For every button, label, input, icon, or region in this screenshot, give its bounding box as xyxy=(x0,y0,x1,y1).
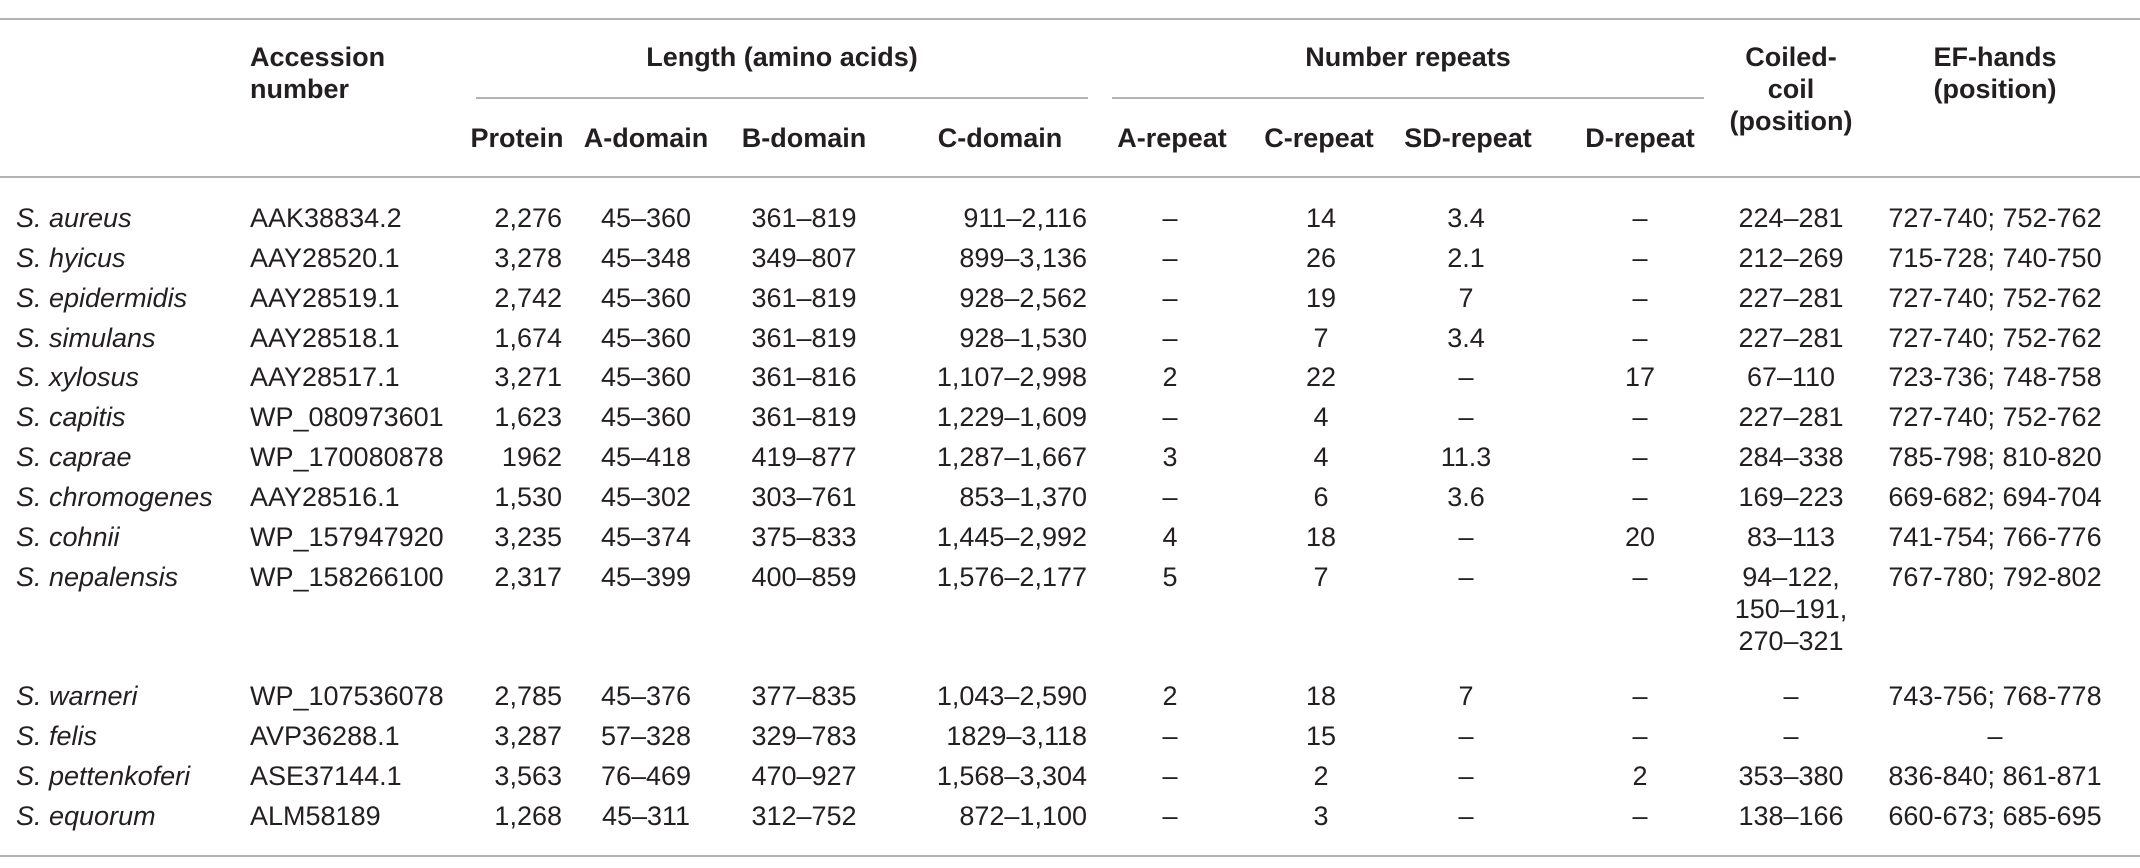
header-coiled-coil: Coiled- coil (position) xyxy=(1729,42,1853,136)
cell-coiled-coil xyxy=(1735,561,1848,657)
cell-a-repeat: 2 xyxy=(1162,681,1178,711)
cell-c-domain: 1,576–2,177 xyxy=(936,562,1087,592)
cell-a-domain: 45–418 xyxy=(600,442,692,472)
cell-a-domain: 45–360 xyxy=(600,362,692,392)
cell-b-domain: 470–927 xyxy=(751,761,857,791)
coiled-coil-line: 212–269 xyxy=(1738,243,1844,273)
cell-a-domain: 45–374 xyxy=(600,522,692,552)
cell-accession: WP_158266100 xyxy=(250,562,444,592)
cell-ef-hands: 727-740; 752-762 xyxy=(1888,283,2102,313)
cell-b-domain: 361–819 xyxy=(751,283,857,313)
cell-a-repeat: 5 xyxy=(1162,562,1178,592)
cell-coiled-coil xyxy=(1738,401,1843,433)
bottom-rule xyxy=(0,855,2140,857)
cell-sd-repeat: – xyxy=(1458,562,1474,592)
cell-species: S. warneri xyxy=(16,681,138,711)
cell-c-repeat: 18 xyxy=(1305,681,1337,711)
cell-sd-repeat: 3.6 xyxy=(1447,482,1485,512)
cell-b-domain: 329–783 xyxy=(751,721,857,751)
cell-accession: AAY28517.1 xyxy=(250,362,400,392)
cell-a-repeat: – xyxy=(1162,283,1178,313)
cell-protein: 2,742 xyxy=(494,283,562,313)
cell-c-domain: 872–1,100 xyxy=(959,801,1087,831)
cell-c-domain: 1,043–2,590 xyxy=(936,681,1087,711)
cell-c-domain: 928–2,562 xyxy=(959,283,1087,313)
cell-a-repeat: – xyxy=(1162,323,1178,353)
cell-species: S. pettenkoferi xyxy=(16,761,191,791)
cell-sd-repeat: 7 xyxy=(1458,681,1474,711)
cell-protein: 3,563 xyxy=(494,761,562,791)
header-d-repeat: D-repeat xyxy=(1585,123,1695,153)
cell-c-repeat: 7 xyxy=(1313,323,1329,353)
cell-d-repeat: 20 xyxy=(1624,522,1656,552)
cell-sd-repeat: 7 xyxy=(1458,283,1474,313)
coiled-coil-line: 270–321 xyxy=(1738,626,1844,656)
coiled-coil-line: – xyxy=(1783,681,1799,711)
cell-species: S. felis xyxy=(16,721,98,751)
cell-a-repeat: – xyxy=(1162,761,1178,791)
cell-sd-repeat: – xyxy=(1458,761,1474,791)
cell-coiled-coil xyxy=(1738,202,1843,234)
cell-accession: AAY28516.1 xyxy=(250,482,400,512)
coiled-coil-line: 284–338 xyxy=(1738,442,1844,472)
cell-ef-hands: 715-728; 740-750 xyxy=(1888,243,2102,273)
repeats-group-rule xyxy=(1112,97,1704,99)
coiled-coil-line: 227–281 xyxy=(1738,283,1844,313)
cell-a-domain: 45–360 xyxy=(600,402,692,432)
cell-b-domain: 400–859 xyxy=(751,562,857,592)
header-c-domain: C-domain xyxy=(937,123,1063,153)
cell-accession: AAK38834.2 xyxy=(250,203,402,233)
cell-d-repeat: – xyxy=(1632,442,1648,472)
cell-protein: 1,623 xyxy=(494,402,562,432)
cell-coiled-coil xyxy=(1738,481,1843,513)
cell-protein: 3,271 xyxy=(494,362,562,392)
cell-species: S. nepalensis xyxy=(16,562,179,592)
cell-accession: ALM58189 xyxy=(250,801,381,831)
cell-coiled-coil xyxy=(1738,242,1843,274)
cell-protein: 1962 xyxy=(501,442,562,472)
cell-d-repeat: – xyxy=(1632,721,1648,751)
cell-c-domain: 1829–3,118 xyxy=(946,721,1087,751)
header-a-domain: A-domain xyxy=(583,123,709,153)
cell-species: S. capitis xyxy=(16,402,126,432)
cell-d-repeat: 2 xyxy=(1632,761,1648,791)
cell-species: S. caprae xyxy=(16,442,132,472)
cell-c-repeat: 22 xyxy=(1305,362,1337,392)
cell-b-domain: 349–807 xyxy=(751,243,857,273)
coiled-coil-line: 169–223 xyxy=(1738,482,1844,512)
header-ef-hands: EF-hands (position) xyxy=(1933,42,2057,104)
cell-accession: WP_157947920 xyxy=(250,522,444,552)
cell-c-domain: 928–1,530 xyxy=(959,323,1087,353)
coiled-coil-line: 138–166 xyxy=(1738,801,1844,831)
cell-coiled-coil xyxy=(1783,680,1798,712)
coiled-coil-line: 150–191, xyxy=(1734,594,1848,624)
cell-a-domain: 45–360 xyxy=(600,323,692,353)
cell-a-repeat: 4 xyxy=(1162,522,1178,552)
cell-b-domain: 361–819 xyxy=(751,402,857,432)
cell-a-domain: 57–328 xyxy=(600,721,692,751)
cell-coiled-coil xyxy=(1783,720,1798,752)
cell-sd-repeat: – xyxy=(1458,362,1474,392)
coiled-coil-line: 353–380 xyxy=(1738,761,1844,791)
cell-b-domain: 419–877 xyxy=(751,442,857,472)
top-rule xyxy=(0,18,2140,20)
cell-c-domain: 1,107–2,998 xyxy=(936,362,1087,392)
header-bottom-rule xyxy=(0,176,2140,178)
cell-coiled-coil xyxy=(1747,521,1835,553)
cell-species: S. chromogenes xyxy=(16,482,213,512)
cell-ef-hands: 727-740; 752-762 xyxy=(1888,203,2102,233)
cell-c-repeat: 3 xyxy=(1313,801,1329,831)
cell-accession: AAY28520.1 xyxy=(250,243,400,273)
cell-ef-hands: 836-840; 861-871 xyxy=(1888,761,2102,791)
cell-accession: AVP36288.1 xyxy=(250,721,400,751)
coiled-coil-line: 224–281 xyxy=(1738,203,1844,233)
cell-c-repeat: 26 xyxy=(1305,243,1337,273)
header-repeats-group: Number repeats xyxy=(1305,42,1511,72)
cell-b-domain: 312–752 xyxy=(751,801,857,831)
cell-ef-hands: 785-798; 810-820 xyxy=(1888,442,2102,472)
cell-sd-repeat: 3.4 xyxy=(1447,203,1485,233)
cell-c-repeat: 4 xyxy=(1313,442,1329,472)
cell-a-domain: 76–469 xyxy=(600,761,692,791)
cell-c-domain: 911–2,116 xyxy=(963,203,1087,233)
coiled-coil-line: 94–122, xyxy=(1742,562,1840,592)
cell-d-repeat: – xyxy=(1632,562,1648,592)
cell-ef-hands: 723-736; 748-758 xyxy=(1888,362,2102,392)
cell-c-repeat: 14 xyxy=(1305,203,1337,233)
cell-protein: 3,235 xyxy=(494,522,562,552)
cell-a-repeat: – xyxy=(1162,482,1178,512)
cell-a-repeat: 2 xyxy=(1162,362,1178,392)
header-a-repeat: A-repeat xyxy=(1117,123,1227,153)
cell-a-domain: 45–376 xyxy=(600,681,692,711)
cell-protein: 1,530 xyxy=(494,482,562,512)
cell-sd-repeat: 11.3 xyxy=(1440,442,1492,472)
header-protein: Protein xyxy=(470,123,564,153)
cell-c-repeat: 19 xyxy=(1305,283,1337,313)
length-group-rule xyxy=(476,97,1088,99)
coiled-coil-line: – xyxy=(1783,721,1799,751)
cell-ef-hands: 767-780; 792-802 xyxy=(1888,562,2102,592)
cell-protein: 2,785 xyxy=(494,681,562,711)
cell-accession: WP_170080878 xyxy=(250,442,444,472)
coiled-coil-line: 227–281 xyxy=(1738,323,1844,353)
cell-a-repeat: – xyxy=(1162,243,1178,273)
cell-b-domain: 377–835 xyxy=(751,681,857,711)
cell-d-repeat: – xyxy=(1632,801,1648,831)
cell-d-repeat: – xyxy=(1632,203,1648,233)
cell-a-repeat: – xyxy=(1162,402,1178,432)
cell-ef-hands: – xyxy=(1987,721,2003,751)
cell-d-repeat: – xyxy=(1632,323,1648,353)
cell-b-domain: 375–833 xyxy=(751,522,857,552)
cell-accession: AAY28519.1 xyxy=(250,283,400,313)
cell-d-repeat: – xyxy=(1632,402,1648,432)
cell-accession: WP_080973601 xyxy=(250,402,444,432)
cell-species: S. simulans xyxy=(16,323,156,353)
cell-protein: 1,268 xyxy=(494,801,562,831)
cell-sd-repeat: – xyxy=(1458,522,1474,552)
cell-protein: 2,276 xyxy=(494,203,562,233)
cell-b-domain: 361–819 xyxy=(751,203,857,233)
cell-sd-repeat: 3.4 xyxy=(1447,323,1485,353)
cell-a-domain: 45–311 xyxy=(601,801,691,831)
cell-c-repeat: 2 xyxy=(1313,761,1329,791)
cell-species: S. hyicus xyxy=(16,243,126,273)
cell-c-repeat: 4 xyxy=(1313,402,1329,432)
cell-species: S. epidermidis xyxy=(16,283,188,313)
cell-coiled-coil xyxy=(1738,441,1843,473)
cell-species: S. xylosus xyxy=(16,362,140,392)
cell-sd-repeat: 2.1 xyxy=(1447,243,1485,273)
cell-c-domain: 1,229–1,609 xyxy=(936,402,1087,432)
cell-protein: 2,317 xyxy=(494,562,562,592)
cell-c-domain: 899–3,136 xyxy=(959,243,1087,273)
cell-d-repeat: 17 xyxy=(1624,362,1656,392)
cell-species: S. equorum xyxy=(16,801,156,831)
cell-c-repeat: 7 xyxy=(1313,562,1329,592)
cell-d-repeat: – xyxy=(1632,283,1648,313)
cell-ef-hands: 669-682; 694-704 xyxy=(1888,482,2102,512)
cell-c-repeat: 18 xyxy=(1305,522,1337,552)
cell-a-domain: 45–399 xyxy=(600,562,692,592)
cell-ef-hands: 660-673; 685-695 xyxy=(1888,801,2102,831)
coiled-coil-line: 83–113 xyxy=(1746,522,1836,552)
cell-a-domain: 45–360 xyxy=(600,203,692,233)
cell-ef-hands: 743-756; 768-778 xyxy=(1888,681,2102,711)
cell-species: S. cohnii xyxy=(16,522,120,552)
cell-accession: WP_107536078 xyxy=(250,681,444,711)
cell-sd-repeat: – xyxy=(1458,721,1474,751)
cell-accession: ASE37144.1 xyxy=(250,761,402,791)
header-length-group: Length (amino acids) xyxy=(646,42,918,72)
cell-coiled-coil xyxy=(1738,800,1843,832)
cell-a-domain: 45–348 xyxy=(600,243,692,273)
header-sd-repeat: SD-repeat xyxy=(1404,123,1532,153)
cell-a-domain: 45–302 xyxy=(600,482,692,512)
cell-a-repeat: 3 xyxy=(1162,442,1178,472)
cell-a-repeat: – xyxy=(1162,801,1178,831)
cell-d-repeat: – xyxy=(1632,681,1648,711)
cell-ef-hands: 741-754; 766-776 xyxy=(1888,522,2102,552)
cell-species: S. aureus xyxy=(16,203,132,233)
coiled-coil-line: 67–110 xyxy=(1746,362,1836,392)
cell-ef-hands: 727-740; 752-762 xyxy=(1888,323,2102,353)
cell-coiled-coil xyxy=(1747,361,1835,393)
cell-coiled-coil xyxy=(1738,322,1843,354)
cell-d-repeat: – xyxy=(1632,482,1648,512)
header-accession: Accession number xyxy=(250,42,386,104)
cell-coiled-coil xyxy=(1738,760,1843,792)
cell-sd-repeat: – xyxy=(1458,801,1474,831)
coiled-coil-line: 227–281 xyxy=(1738,402,1844,432)
cell-a-domain: 45–360 xyxy=(600,283,692,313)
cell-a-repeat: – xyxy=(1162,721,1178,751)
cell-b-domain: 303–761 xyxy=(751,482,857,512)
cell-c-repeat: 15 xyxy=(1305,721,1337,751)
cell-c-domain: 1,445–2,992 xyxy=(936,522,1087,552)
cell-c-domain: 1,287–1,667 xyxy=(936,442,1087,472)
cell-sd-repeat: – xyxy=(1458,402,1474,432)
cell-ef-hands: 727-740; 752-762 xyxy=(1888,402,2102,432)
cell-d-repeat: – xyxy=(1632,243,1648,273)
cell-b-domain: 361–816 xyxy=(751,362,857,392)
cell-protein: 1,674 xyxy=(494,323,562,353)
cell-c-domain: 1,568–3,304 xyxy=(936,761,1087,791)
cell-accession: AAY28518.1 xyxy=(250,323,400,353)
header-c-repeat: C-repeat xyxy=(1264,123,1374,153)
cell-coiled-coil xyxy=(1738,282,1843,314)
header-b-domain: B-domain xyxy=(741,123,867,153)
cell-protein: 3,287 xyxy=(494,721,562,751)
cell-protein: 3,278 xyxy=(494,243,562,273)
cell-c-repeat: 6 xyxy=(1313,482,1329,512)
cell-a-repeat: – xyxy=(1162,203,1178,233)
cell-c-domain: 853–1,370 xyxy=(959,482,1087,512)
cell-b-domain: 361–819 xyxy=(751,323,857,353)
